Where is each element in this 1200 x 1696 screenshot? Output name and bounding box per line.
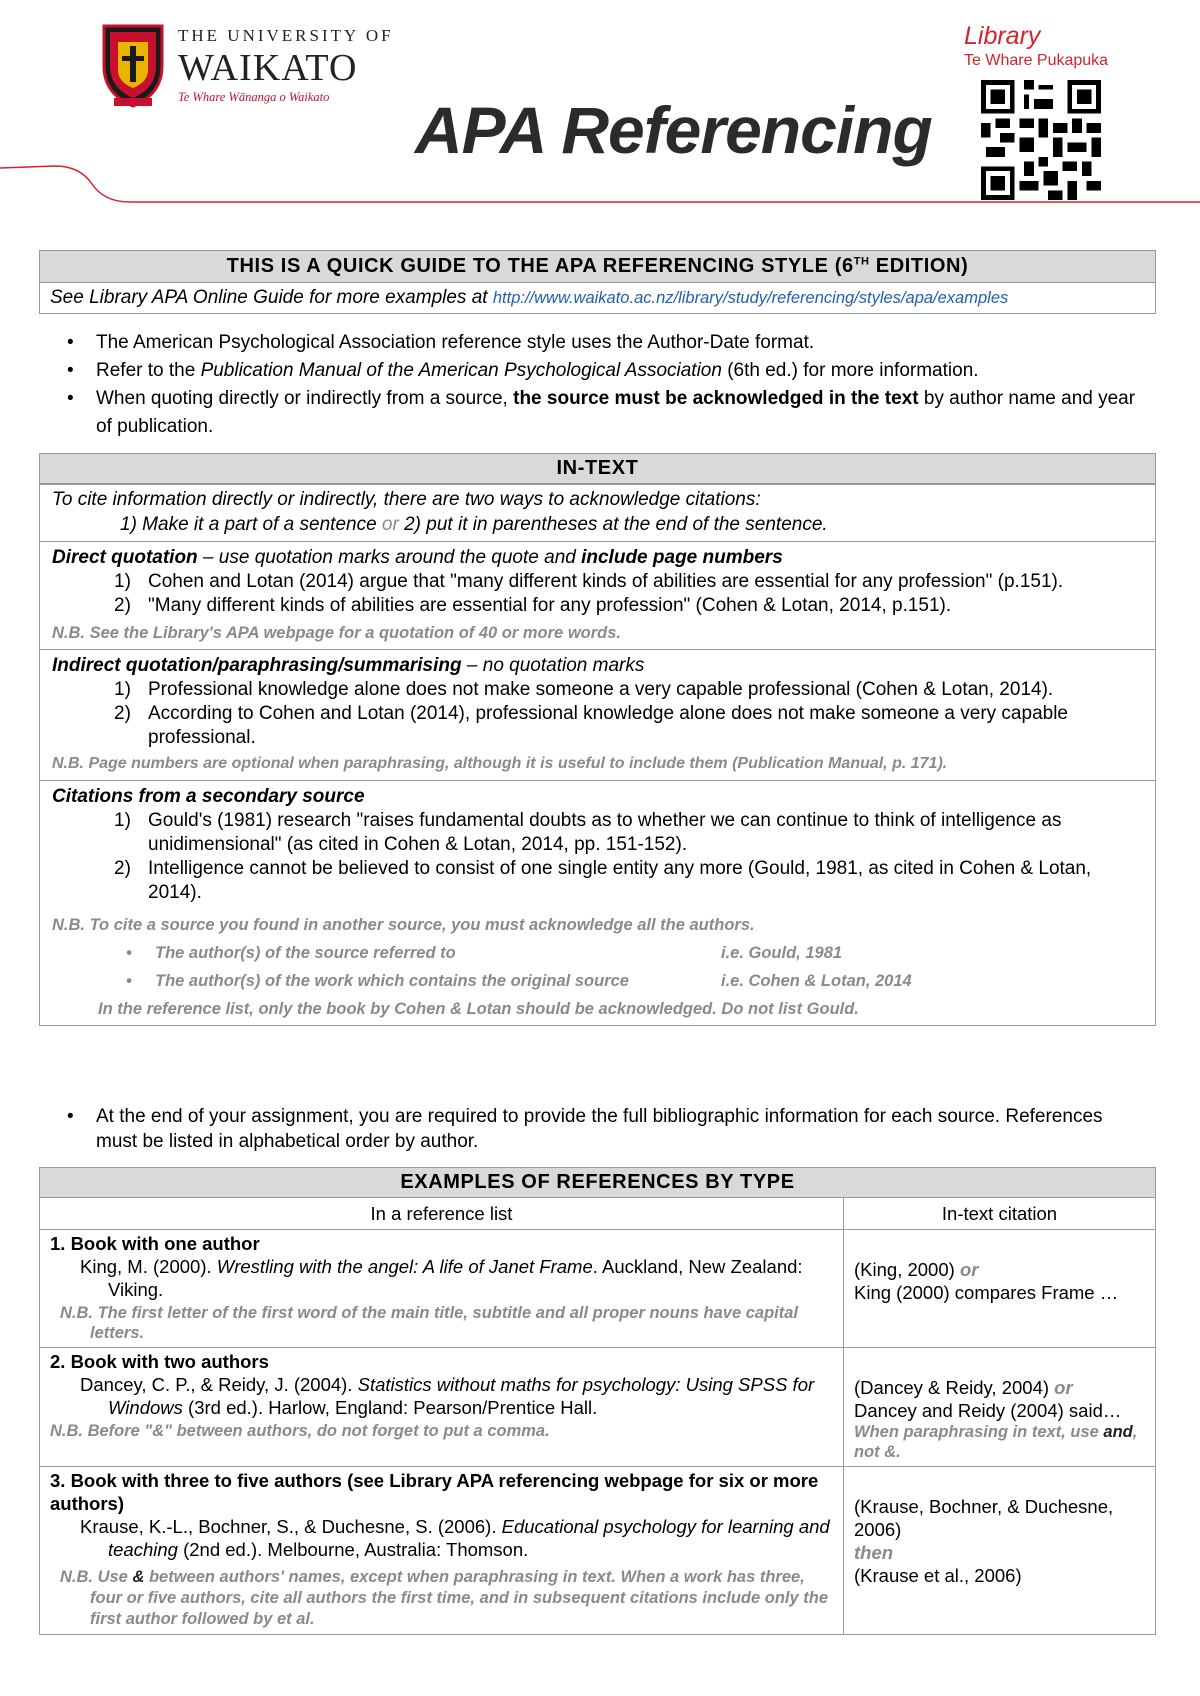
citation-cell: (Krause, Bochner, & Duchesne, 2006) then (Krause et al., 2006): [844, 1467, 1156, 1635]
citation-cell: (Dancey & Reidy, 2004) or Dancey and Reidy (2004) said… When paraphrasing in text, use and, not &.: [844, 1348, 1156, 1467]
reference-list-note: In the reference list, only the book by Cohen & Lotan should be acknowledged. Do not list Gould.: [98, 1000, 859, 1018]
online-guide-line: See Library APA Online Guide for more examples at http://www.waikato.ac.nz/library/study/referencing/styles/apa/examples: [50, 287, 1009, 308]
page-title: APA Referencing: [415, 93, 932, 167]
table-header-row: [40, 1198, 1156, 1230]
list-item: 2) Intelligence cannot be believed to consist of one single entity any more (Gould, 1981, as cited in Cohen & Lotan, 2014).: [114, 858, 1092, 903]
library-maori-label: Te Whare Pukapuka: [964, 52, 1109, 69]
list-item: • At the end of your assignment, you are required to provide the full bibliographic information for each source. References must be listed in alphabetical order by author.: [60, 1104, 1120, 1154]
header-swoosh-decoration: [0, 150, 1200, 220]
examples-table: [39, 1197, 1156, 1635]
in-text-heading: IN-TEXT: [40, 454, 1155, 484]
list-item: 1) Gould's (1981) research "raises fundamental doubts as to whether we can continue to think of intelligence as unidimensional" (as cited in Cohen & Lotan, 2014, pp. 151-152).: [114, 810, 1062, 855]
in-text-box: [39, 453, 1156, 1026]
indirect-quotation-note: N.B. Page numbers are optional when paraphrasing, although it is useful to include them (Publication Manual, p. 171).: [52, 755, 948, 772]
library-label: Library: [964, 22, 1041, 50]
table-row: [40, 1348, 1156, 1467]
quick-guide-heading: THIS IS A QUICK GUIDE TO THE APA REFERENCING STYLE (6TH EDITION): [40, 251, 1155, 283]
list-item: • The author(s) of the work which contains the original source i.e. Cohen & Lotan, 2014: [126, 972, 912, 990]
end-bullet-list: [60, 1104, 1120, 1154]
list-item: 2) According to Cohen and Lotan (2014), professional knowledge alone does not make someone a very capable professional.: [114, 703, 1068, 748]
direct-quotation-note: N.B. See the Library's APA webpage for a quotation of 40 or more words.: [52, 624, 621, 642]
list-item: • Refer to the Publication Manual of the American Psychological Association (6th ed.) for more information.: [60, 357, 1140, 385]
table-row: [40, 1230, 1156, 1348]
column-header-reference-list: In a reference list: [40, 1198, 844, 1230]
university-name: WAIKATO: [178, 47, 358, 89]
university-crest-logo: [100, 22, 166, 110]
examples-heading: EXAMPLES OF REFERENCES BY TYPE: [39, 1167, 1156, 1197]
apa-examples-link[interactable]: http://www.waikato.ac.nz/library/study/referencing/styles/apa/examples: [492, 289, 1009, 307]
list-item: • The American Psychological Association reference style uses the Author-Date format.: [60, 329, 1140, 357]
citation-cell: (King, 2000) or King (2000) compares Frame …: [844, 1230, 1156, 1348]
column-header-in-text-citation: In-text citation: [844, 1198, 1156, 1230]
secondary-source-note: N.B. To cite a source you found in another source, you must acknowledge all the authors.: [52, 916, 755, 934]
table-row: [40, 1467, 1156, 1635]
direct-quotation-section: Direct quotation – use quotation marks around the quote and include page numbers 1) Cohen and Lotan (2014) argue that "many different kinds of abilities are essential for any profession" (p.151). 2) "Many different kinds of abilities are essential for any profession" (Cohen & Lotan, 2014, p.151). N.B. See the Library's APA webpage for a quotation of 40 or more words.: [40, 541, 1155, 649]
list-item: 1) Professional knowledge alone does not make someone a very capable professional (Cohen & Lotan, 2014).: [114, 679, 1054, 700]
intro-bullet-list: [60, 329, 1140, 441]
list-item: • The author(s) of the source referred to i.e. Gould, 1981: [126, 944, 843, 962]
reference-cell: 1. Book with one author King, M. (2000). Wrestling with the angel: A life of Janet Frame. Auckland, New Zealand: Viking. N.B. The first letter of the first word of the main title, subtitle and all proper nouns have capital letters.: [40, 1230, 844, 1348]
indirect-quotation-section: Indirect quotation/paraphrasing/summarising – no quotation marks 1) Professional knowledge alone does not make someone a very capable professional (Cohen & Lotan, 2014). 2) According to Cohen and Lotan (2014), professional knowledge alone does not make someone a very capable professional. N.B. Page numbers are optional when paraphrasing, although it is useful to include them (Publication Manual, p. 171).: [40, 649, 1155, 780]
list-item: • When quoting directly or indirectly from a source, the source must be acknowledged in the text by author name and year of publication.: [60, 385, 1140, 441]
secondary-source-section: Citations from a secondary source 1) Gould's (1981) research "raises fundamental doubts as to whether we can continue to think of intelligence as unidimensional" (as cited in Cohen & Lotan, 2014, pp. 151-152). 2) Intelligence cannot be believed to consist of one single entity any more (Gould, 1981, as cited in Cohen & Lotan, 2014). N.B. To cite a source you found in another source, you must acknowledge all the authors. • The author(s) of the source referred to i.e. Gould, 1981 • The author(s) of the work which contains the original source i.e. Cohen & Lotan, 2014 In the reference list, only the book by Cohen & Lotan should be acknowledged. Do not list Gould.: [40, 780, 1155, 1025]
reference-cell: 2. Book with two authors Dancey, C. P., & Reidy, J. (2004). Statistics without maths for psychology: Using SPSS for Windows (3rd ed.). Harlow, England: Pearson/Prentice Hall. N.B. Before "&" between authors, do not forget to put a comma.: [40, 1348, 844, 1467]
list-item: 2) "Many different kinds of abilities are essential for any profession" (Cohen & Lotan, 2014, p.151).: [114, 595, 952, 616]
university-label: THE UNIVERSITY OF: [178, 26, 394, 45]
reference-cell: 3. Book with three to five authors (see Library APA referencing webpage for six or more authors) Krause, K.-L., Bochner, S., & Duchesne, S. (2006). Educational psychology for learning and teaching (2nd ed.). Melbourne, Australia: Thomson. N.B. Use & between authors' names, except when paraphrasing in text. When a work has three, four or five authors, cite all authors the first time, and in subsequent citations include only the first author followed by et al.: [40, 1467, 844, 1635]
in-text-intro: To cite information directly or indirectly, there are two ways to acknowledge citations: 1) Make it a part of a sentence or 2) put it in parentheses at the end of the sentence.: [40, 484, 1155, 541]
examples-box: [39, 1167, 1156, 1635]
list-item: 1) Cohen and Lotan (2014) argue that "many different kinds of abilities are essential for any profession" (p.151).: [114, 571, 1064, 592]
university-motto: Te Whare Wānanga o Waikato: [178, 90, 330, 104]
quick-guide-box: [39, 250, 1156, 314]
